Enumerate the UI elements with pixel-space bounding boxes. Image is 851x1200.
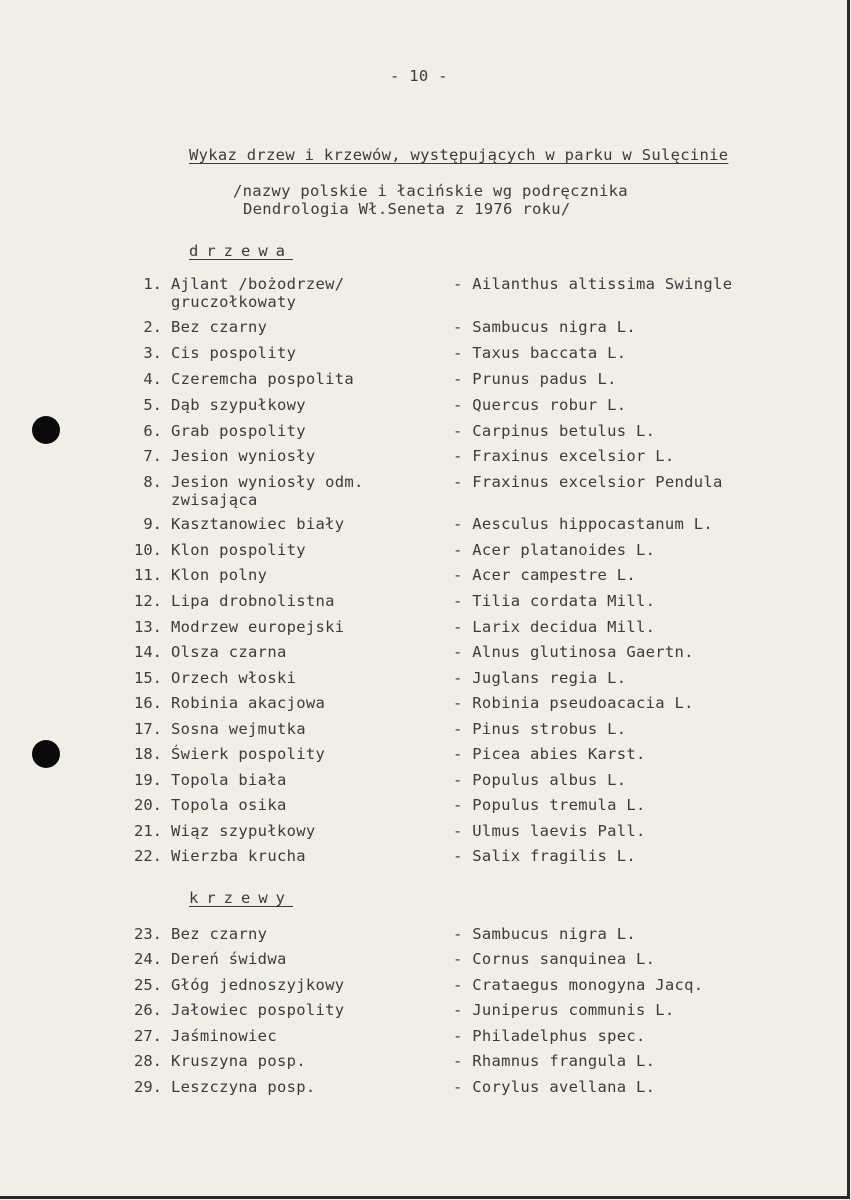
- latin-name: - Crataegus monogyna Jacq.: [453, 976, 704, 994]
- polish-name: Kasztanowiec biały: [171, 515, 345, 533]
- latin-name: - Salix fragilis L.: [453, 847, 637, 865]
- polish-name: Klon pospolity: [171, 541, 306, 559]
- item-number: 2.: [143, 318, 162, 336]
- item-number: 3.: [143, 344, 162, 362]
- polish-name: Topola osika: [171, 796, 287, 814]
- latin-name: - Robinia pseudoacacia L.: [453, 694, 694, 712]
- item-number: 10.: [134, 541, 162, 559]
- polish-name: Olsza czarna: [171, 643, 287, 661]
- latin-name: - Fraxinus excelsior Pendula: [453, 473, 723, 491]
- polish-name: Wiąz szypułkowy: [171, 822, 316, 840]
- polish-name: Świerk pospolity: [171, 745, 326, 763]
- item-number: 13.: [134, 618, 162, 636]
- item-number: 6.: [143, 422, 162, 440]
- polish-name: Topola biała: [171, 771, 287, 789]
- item-number: 20.: [134, 796, 162, 814]
- polish-name: Dereń świdwa: [171, 950, 287, 968]
- latin-name: - Juniperus communis L.: [453, 1001, 675, 1019]
- item-number: 5.: [143, 396, 162, 414]
- latin-name: - Ailanthus altissima Swingle: [453, 275, 733, 293]
- item-number: 12.: [134, 592, 162, 610]
- polish-name: Robinia akacjowa: [171, 694, 326, 712]
- latin-name: - Sambucus nigra L.: [453, 925, 637, 943]
- punch-hole: [32, 740, 60, 768]
- latin-name: - Aesculus hippocastanum L.: [453, 515, 714, 533]
- polish-name: Bez czarny: [171, 925, 268, 943]
- page-number: - 10 -: [390, 67, 448, 85]
- item-number: 1.: [143, 275, 162, 293]
- latin-name: - Picea abies Karst.: [453, 745, 646, 763]
- polish-name: Modrzew europejski: [171, 618, 345, 636]
- polish-name: Czeremcha pospolita: [171, 370, 355, 388]
- item-number: 25.: [134, 976, 162, 994]
- latin-name: - Fraxinus excelsior L.: [453, 447, 675, 465]
- item-number: 22.: [134, 847, 162, 865]
- polish-name: Cis pospolity: [171, 344, 297, 362]
- item-number: 28.: [134, 1052, 162, 1070]
- item-number: 24.: [134, 950, 162, 968]
- polish-name: Lipa drobnolistna: [171, 592, 335, 610]
- latin-name: - Ulmus laevis Pall.: [453, 822, 646, 840]
- item-number: 29.: [134, 1078, 162, 1096]
- latin-name: - Rhamnus frangula L.: [453, 1052, 656, 1070]
- section-heading-trees: drzewa: [189, 242, 293, 260]
- latin-name: - Philadelphus spec.: [453, 1027, 646, 1045]
- polish-name: Ajlant /bożodrzew/: [171, 275, 345, 293]
- document-heading: Wykaz drzew i krzewów, występujących w parku w Sulęcinie: [189, 146, 729, 164]
- polish-name: Grab pospolity: [171, 422, 306, 440]
- item-number: 9.: [143, 515, 162, 533]
- latin-name: - Pinus strobus L.: [453, 720, 627, 738]
- polish-name: Bez czarny: [171, 318, 268, 336]
- polish-name: Leszczyna posp.: [171, 1078, 316, 1096]
- latin-name: - Cornus sanquinea L.: [453, 950, 656, 968]
- item-number: 14.: [134, 643, 162, 661]
- polish-name: Jaśminowiec: [171, 1027, 277, 1045]
- item-number: 21.: [134, 822, 162, 840]
- polish-name: Jesion wyniosły: [171, 447, 316, 465]
- latin-name: - Acer campestre L.: [453, 566, 637, 584]
- polish-name: Dąb szypułkowy: [171, 396, 306, 414]
- latin-name: - Tilia cordata Mill.: [453, 592, 656, 610]
- polish-name: Sosna wejmutka: [171, 720, 306, 738]
- item-number: 4.: [143, 370, 162, 388]
- subtitle-line-1: /nazwy polskie i łacińskie wg podręcznika: [233, 182, 628, 200]
- polish-name: Jałowiec pospolity: [171, 1001, 345, 1019]
- section-heading-shrubs: krzewy: [189, 889, 293, 907]
- item-number: 8.: [143, 473, 162, 491]
- item-number: 19.: [134, 771, 162, 789]
- item-number: 27.: [134, 1027, 162, 1045]
- latin-name: - Carpinus betulus L.: [453, 422, 656, 440]
- item-number: 26.: [134, 1001, 162, 1019]
- polish-name-continued: gruczołkowaty: [171, 293, 297, 311]
- latin-name: - Populus albus L.: [453, 771, 627, 789]
- item-number: 23.: [134, 925, 162, 943]
- subtitle-line-2: Dendrologia Wł.Seneta z 1976 roku/: [243, 200, 571, 218]
- polish-name: Orzech włoski: [171, 669, 297, 687]
- polish-name: Głóg jednoszyjkowy: [171, 976, 345, 994]
- item-number: 15.: [134, 669, 162, 687]
- latin-name: - Populus tremula L.: [453, 796, 646, 814]
- polish-name: Wierzba krucha: [171, 847, 306, 865]
- latin-name: - Juglans regia L.: [453, 669, 627, 687]
- latin-name: - Corylus avellana L.: [453, 1078, 656, 1096]
- polish-name: Klon polny: [171, 566, 268, 584]
- item-number: 16.: [134, 694, 162, 712]
- polish-name: Jesion wyniosły odm.: [171, 473, 364, 491]
- item-number: 17.: [134, 720, 162, 738]
- latin-name: - Sambucus nigra L.: [453, 318, 637, 336]
- item-number: 11.: [134, 566, 162, 584]
- latin-name: - Larix decidua Mill.: [453, 618, 656, 636]
- latin-name: - Quercus robur L.: [453, 396, 627, 414]
- punch-hole: [32, 416, 60, 444]
- polish-name-continued: zwisająca: [171, 491, 258, 509]
- latin-name: - Prunus padus L.: [453, 370, 617, 388]
- item-number: 7.: [143, 447, 162, 465]
- latin-name: - Acer platanoides L.: [453, 541, 656, 559]
- latin-name: - Taxus baccata L.: [453, 344, 627, 362]
- polish-name: Kruszyna posp.: [171, 1052, 306, 1070]
- item-number: 18.: [134, 745, 162, 763]
- latin-name: - Alnus glutinosa Gaertn.: [453, 643, 694, 661]
